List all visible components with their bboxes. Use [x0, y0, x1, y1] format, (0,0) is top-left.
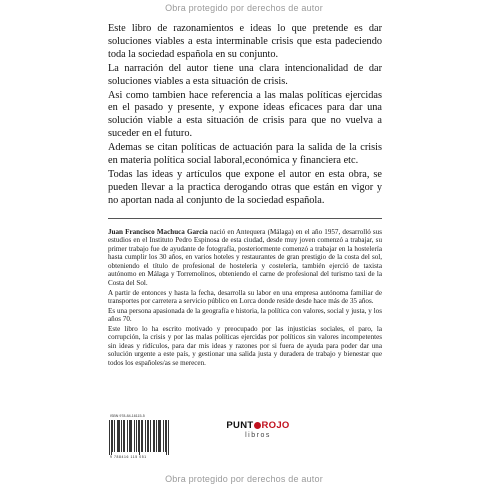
publisher-name	[222, 420, 294, 432]
author-bio-paragraph: A partir de entonces y hasta la fecha, desarrolla su labor en una empresa autónoma familiar de transportes por carretera a servicio público en Lorca donde reside desde hace más de 35 años.	[108, 288, 382, 306]
isbn-digits: 9 788416 115 051	[110, 455, 147, 459]
barcode-icon	[108, 419, 170, 455]
cover-footer	[108, 412, 382, 468]
section-divider	[108, 218, 382, 219]
synopsis-paragraph: La narración del autor tiene una clara intencionalidad de dar soluciones viables a esta situación de crisis.	[108, 62, 382, 87]
publisher-logo	[222, 420, 294, 440]
watermark-top: Obra protegido por derechos de autor	[165, 3, 323, 13]
synopsis-paragraph: Este libro de razonamientos e ideas lo que pretende es dar soluciones viables a esta interminable crisis que esta padeciendo toda la sociedad española en su conjunto.	[108, 23, 382, 60]
author-bio-paragraph: Es una persona apasionada de la geografía e historia, la política con valores, social y justa, y los años 70.	[108, 306, 382, 324]
author-bio-section	[108, 228, 382, 368]
isbn-barcode	[108, 414, 172, 464]
synopsis-paragraph: Asi como tambien hace referencia a las malas políticas ejercidas en el pasado y presente, y expone ideas eficaces para dar una solución viable a esta situación de crisis para que no vuelva a suceder en el futuro.	[108, 89, 382, 140]
author-bio-paragraph	[108, 228, 382, 288]
synopsis-paragraph: Todas las ideas y artículos que expone el autor en esta obra, se pueden llevar a la practica derogando otras que están en vigor y no aportan nada al conjunto de la sociedad española.	[108, 168, 382, 206]
publisher-subtitle: libros	[245, 432, 271, 439]
author-name: Juan Francisco Machuca García	[108, 227, 208, 236]
book-back-cover	[98, 15, 392, 472]
author-bio-paragraph: Este libro lo ha escrito motivado y preocupado por las injusticias sociales, el paro, la corrupción, la crisis y por las malas políticas ejercidas por políticos sin valores incompetentes sin ideas y ridículos, para dar mis ideas y razones por si fuera de ayuda para poder dar una solución urgente a este país, y gestionar una salida justa y duradera de trabajo y bienestar que todos los españoles/as se merecen.	[108, 324, 382, 367]
synopsis-paragraph: Ademas se citan políticas de actuación para la salida de la crisis en materia política social laboral,económica y financiera etc.	[108, 142, 382, 167]
watermark-bottom: Obra protegido por derechos de autor	[165, 474, 323, 484]
synopsis-section	[108, 23, 382, 208]
publisher-name-part1: PUNT	[226, 420, 254, 431]
isbn-label: ISBN 978-84-16115-5	[110, 414, 145, 418]
author-bio-text: nació en Antequera (Málaga) en el año 1957, desarrolló sus estudios en el Instituto Pedro Espinosa de esta ciudad, desde muy joven comenzó a trabajar, su primer trabajo fue de ayudante de fotografía, posteriormente comenzó a trabajar en la hostelería hasta cumplir los 30 años, en varios hoteles y restaurantes de gran prestigio de la costa del sol, obteniendo el título de profesional de hostelería y costelería, también ejerció de taxista autónomo en Málaga y Torremolinos, obteniendo el carne de profesional del turismo taxi de la Costa del Sol.	[108, 227, 382, 287]
red-dot-icon	[254, 422, 261, 429]
publisher-name-part2: ROJO	[261, 420, 290, 431]
